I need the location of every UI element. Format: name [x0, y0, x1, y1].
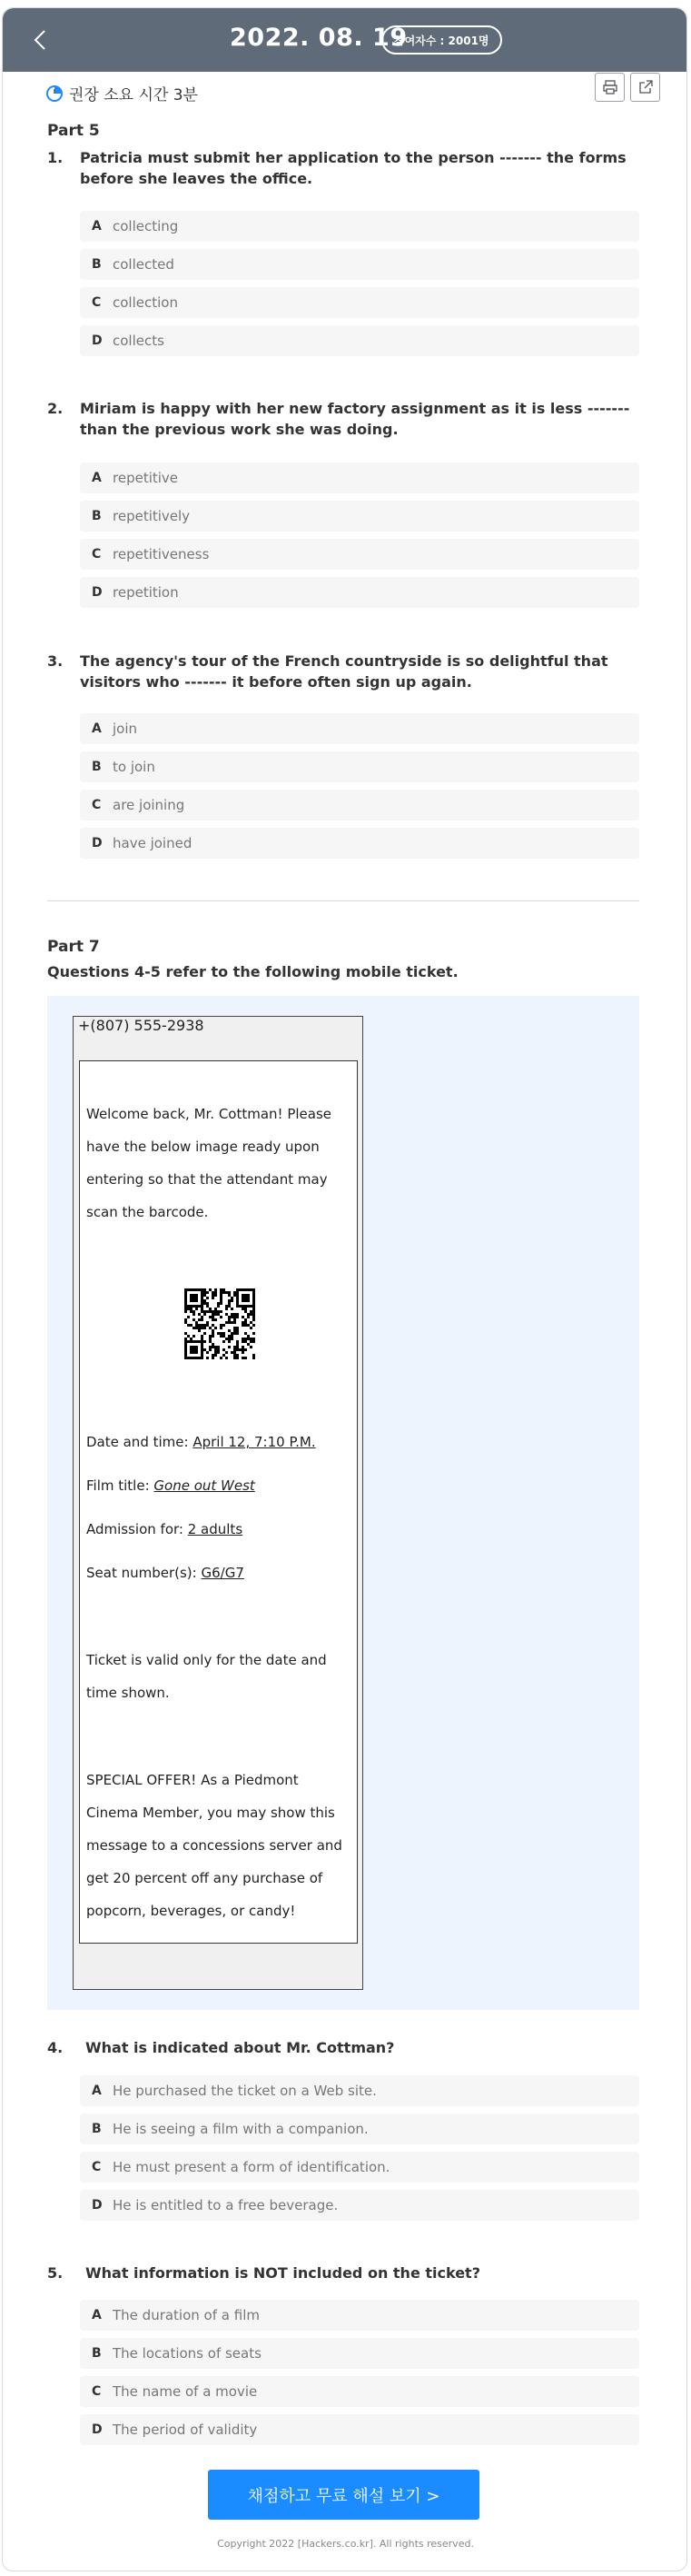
option-b[interactable]	[80, 2114, 639, 2144]
ticket-phone-number: +(807) 555-2938	[78, 1017, 204, 1034]
question-number: 3.	[47, 652, 64, 670]
ticket-seat	[86, 1557, 350, 1589]
option-text: The name of a movie	[113, 2383, 258, 2400]
option-b[interactable]	[80, 501, 639, 532]
option-letter: B	[92, 760, 102, 774]
option-text: repetition	[113, 584, 179, 601]
option-text: to join	[113, 759, 155, 775]
option-letter: C	[92, 295, 102, 310]
option-a[interactable]	[80, 211, 639, 242]
option-text: The locations of seats	[113, 2345, 262, 2362]
option-b[interactable]	[80, 249, 639, 280]
option-letter: D	[92, 836, 103, 850]
option-letter: B	[92, 2346, 102, 2361]
print-icon	[602, 79, 618, 95]
option-b[interactable]	[80, 2338, 639, 2369]
option-text: collects	[113, 333, 164, 349]
ticket-offer-line: get 20 percent off any purchase of	[86, 1870, 323, 1886]
option-letter: D	[92, 333, 103, 348]
ticket-offer-line: popcorn, beverages, or candy!	[86, 1903, 296, 1919]
option-letter: C	[92, 2160, 102, 2174]
option-d[interactable]	[80, 325, 639, 356]
ticket-greeting-line: Welcome back, Mr. Cottman! Please	[86, 1106, 332, 1122]
question-text: What information is NOT included on the ticket?	[85, 2264, 480, 2282]
ticket-admission-value: 2 adults	[187, 1521, 243, 1537]
option-text: repetitive	[113, 470, 179, 486]
recommended-time-label: 권장 소요 시간 3분	[69, 86, 198, 104]
option-text: join	[113, 721, 138, 737]
option-text: collected	[113, 256, 174, 273]
header-bar	[3, 8, 686, 72]
option-d[interactable]	[80, 2414, 639, 2445]
part5-title: Part 5	[47, 122, 100, 140]
ticket-greeting-line: entering so that the attendant may	[86, 1171, 328, 1188]
ticket-date	[86, 1426, 350, 1458]
option-letter: C	[92, 2384, 102, 2399]
option-letter: D	[92, 2198, 103, 2213]
question-text: The agency's tour of the French countryside is so delightful that visitors who ------- it before often sign up again.	[80, 652, 608, 691]
ticket-film	[86, 1469, 350, 1502]
option-letter: B	[92, 257, 102, 272]
clock-icon	[45, 85, 64, 103]
ticket-date-value: April 12, 7:10 P.M.	[192, 1434, 316, 1450]
option-text: repetitiveness	[113, 546, 210, 562]
section-divider	[47, 900, 639, 901]
ticket-seat-value: G6/G7	[201, 1565, 244, 1581]
quiz-date-title: 2022. 08. 19	[230, 24, 408, 52]
option-letter: D	[92, 2422, 103, 2437]
option-text: The period of validity	[113, 2422, 258, 2438]
option-c[interactable]	[80, 287, 639, 318]
submit-grade-button[interactable]: 채점하고 무료 해설 보기 >	[208, 2470, 479, 2520]
question-number: 2.	[47, 400, 64, 417]
ticket-validity-line: Ticket is valid only for the date and	[86, 1652, 327, 1668]
question-number: 1.	[47, 149, 64, 166]
ticket-offer-line: message to a concessions server and	[86, 1837, 342, 1854]
option-letter: C	[92, 798, 102, 812]
option-d[interactable]	[80, 828, 639, 859]
option-text: The duration of a film	[113, 2307, 260, 2323]
option-text: He is seeing a film with a companion.	[113, 2121, 369, 2137]
question-text: What is indicated about Mr. Cottman?	[85, 2039, 395, 2056]
recommended-time	[45, 82, 198, 104]
chevron-left-icon	[34, 29, 46, 51]
option-text: have joined	[113, 835, 192, 851]
participants-badge: 참여자수 : 2001명	[381, 25, 502, 55]
option-b[interactable]	[80, 751, 639, 782]
ticket-offer-line: SPECIAL OFFER! As a Piedmont	[86, 1772, 299, 1788]
option-letter: A	[92, 219, 102, 234]
option-a[interactable]	[80, 462, 639, 493]
ticket-greeting-line: scan the barcode.	[86, 1204, 209, 1220]
option-text: He is entitled to a free beverage.	[113, 2197, 339, 2213]
option-text: collection	[113, 294, 178, 311]
option-text: He purchased the ticket on a Web site.	[113, 2083, 377, 2099]
option-letter: A	[92, 2308, 102, 2322]
option-text: He must present a form of identification.	[113, 2159, 390, 2175]
part7-title: Part 7	[47, 938, 100, 956]
option-letter: B	[92, 509, 102, 523]
ticket-admission-label: Admission for:	[86, 1521, 188, 1537]
part7-instruction: Questions 4-5 refer to the following mobile ticket.	[47, 963, 459, 980]
question-number: 5.	[47, 2264, 64, 2282]
option-text: collecting	[113, 218, 179, 234]
option-text: are joining	[113, 797, 185, 813]
question-number: 4.	[47, 2039, 64, 2056]
option-text: repetitively	[113, 508, 191, 524]
ticket-film-value: Gone out West	[153, 1477, 255, 1494]
copyright-text: Copyright 2022 [Hackers.co.kr]. All rights reserved.	[217, 2538, 474, 2550]
option-a[interactable]	[80, 2300, 639, 2331]
option-letter: A	[92, 721, 102, 736]
ticket-offer-line: Cinema Member, you may show this	[86, 1805, 335, 1821]
ticket-seat-label: Seat number(s):	[86, 1565, 202, 1581]
option-d[interactable]	[80, 577, 639, 608]
option-c[interactable]	[80, 2376, 639, 2407]
share-icon	[637, 79, 654, 95]
ticket-date-label: Date and time:	[86, 1434, 193, 1450]
option-c[interactable]	[80, 2152, 639, 2183]
option-letter: A	[92, 2084, 102, 2098]
question-text: Miriam is happy with her new factory assignment as it is less ------- than the previous work she was doing.	[80, 400, 630, 438]
ticket-validity-line: time shown.	[86, 1685, 170, 1701]
option-a[interactable]	[80, 2075, 639, 2106]
option-letter: D	[92, 585, 103, 600]
ticket-greeting-line: have the below image ready upon	[86, 1139, 320, 1155]
option-letter: C	[92, 547, 102, 562]
ticket-film-label: Film title:	[86, 1477, 154, 1494]
ticket-admission	[86, 1513, 350, 1546]
question-text: Patricia must submit her application to the person ------- the forms before she leaves the office.	[80, 149, 627, 187]
back-button[interactable]	[26, 25, 54, 55]
qr-code-image	[184, 1288, 255, 1359]
option-d[interactable]	[80, 2190, 639, 2221]
print-button[interactable]	[595, 73, 625, 102]
option-c[interactable]	[80, 790, 639, 821]
option-letter: A	[92, 471, 102, 485]
option-c[interactable]	[80, 539, 639, 570]
share-button[interactable]	[630, 73, 660, 102]
option-a[interactable]	[80, 713, 639, 744]
option-letter: B	[92, 2122, 102, 2136]
